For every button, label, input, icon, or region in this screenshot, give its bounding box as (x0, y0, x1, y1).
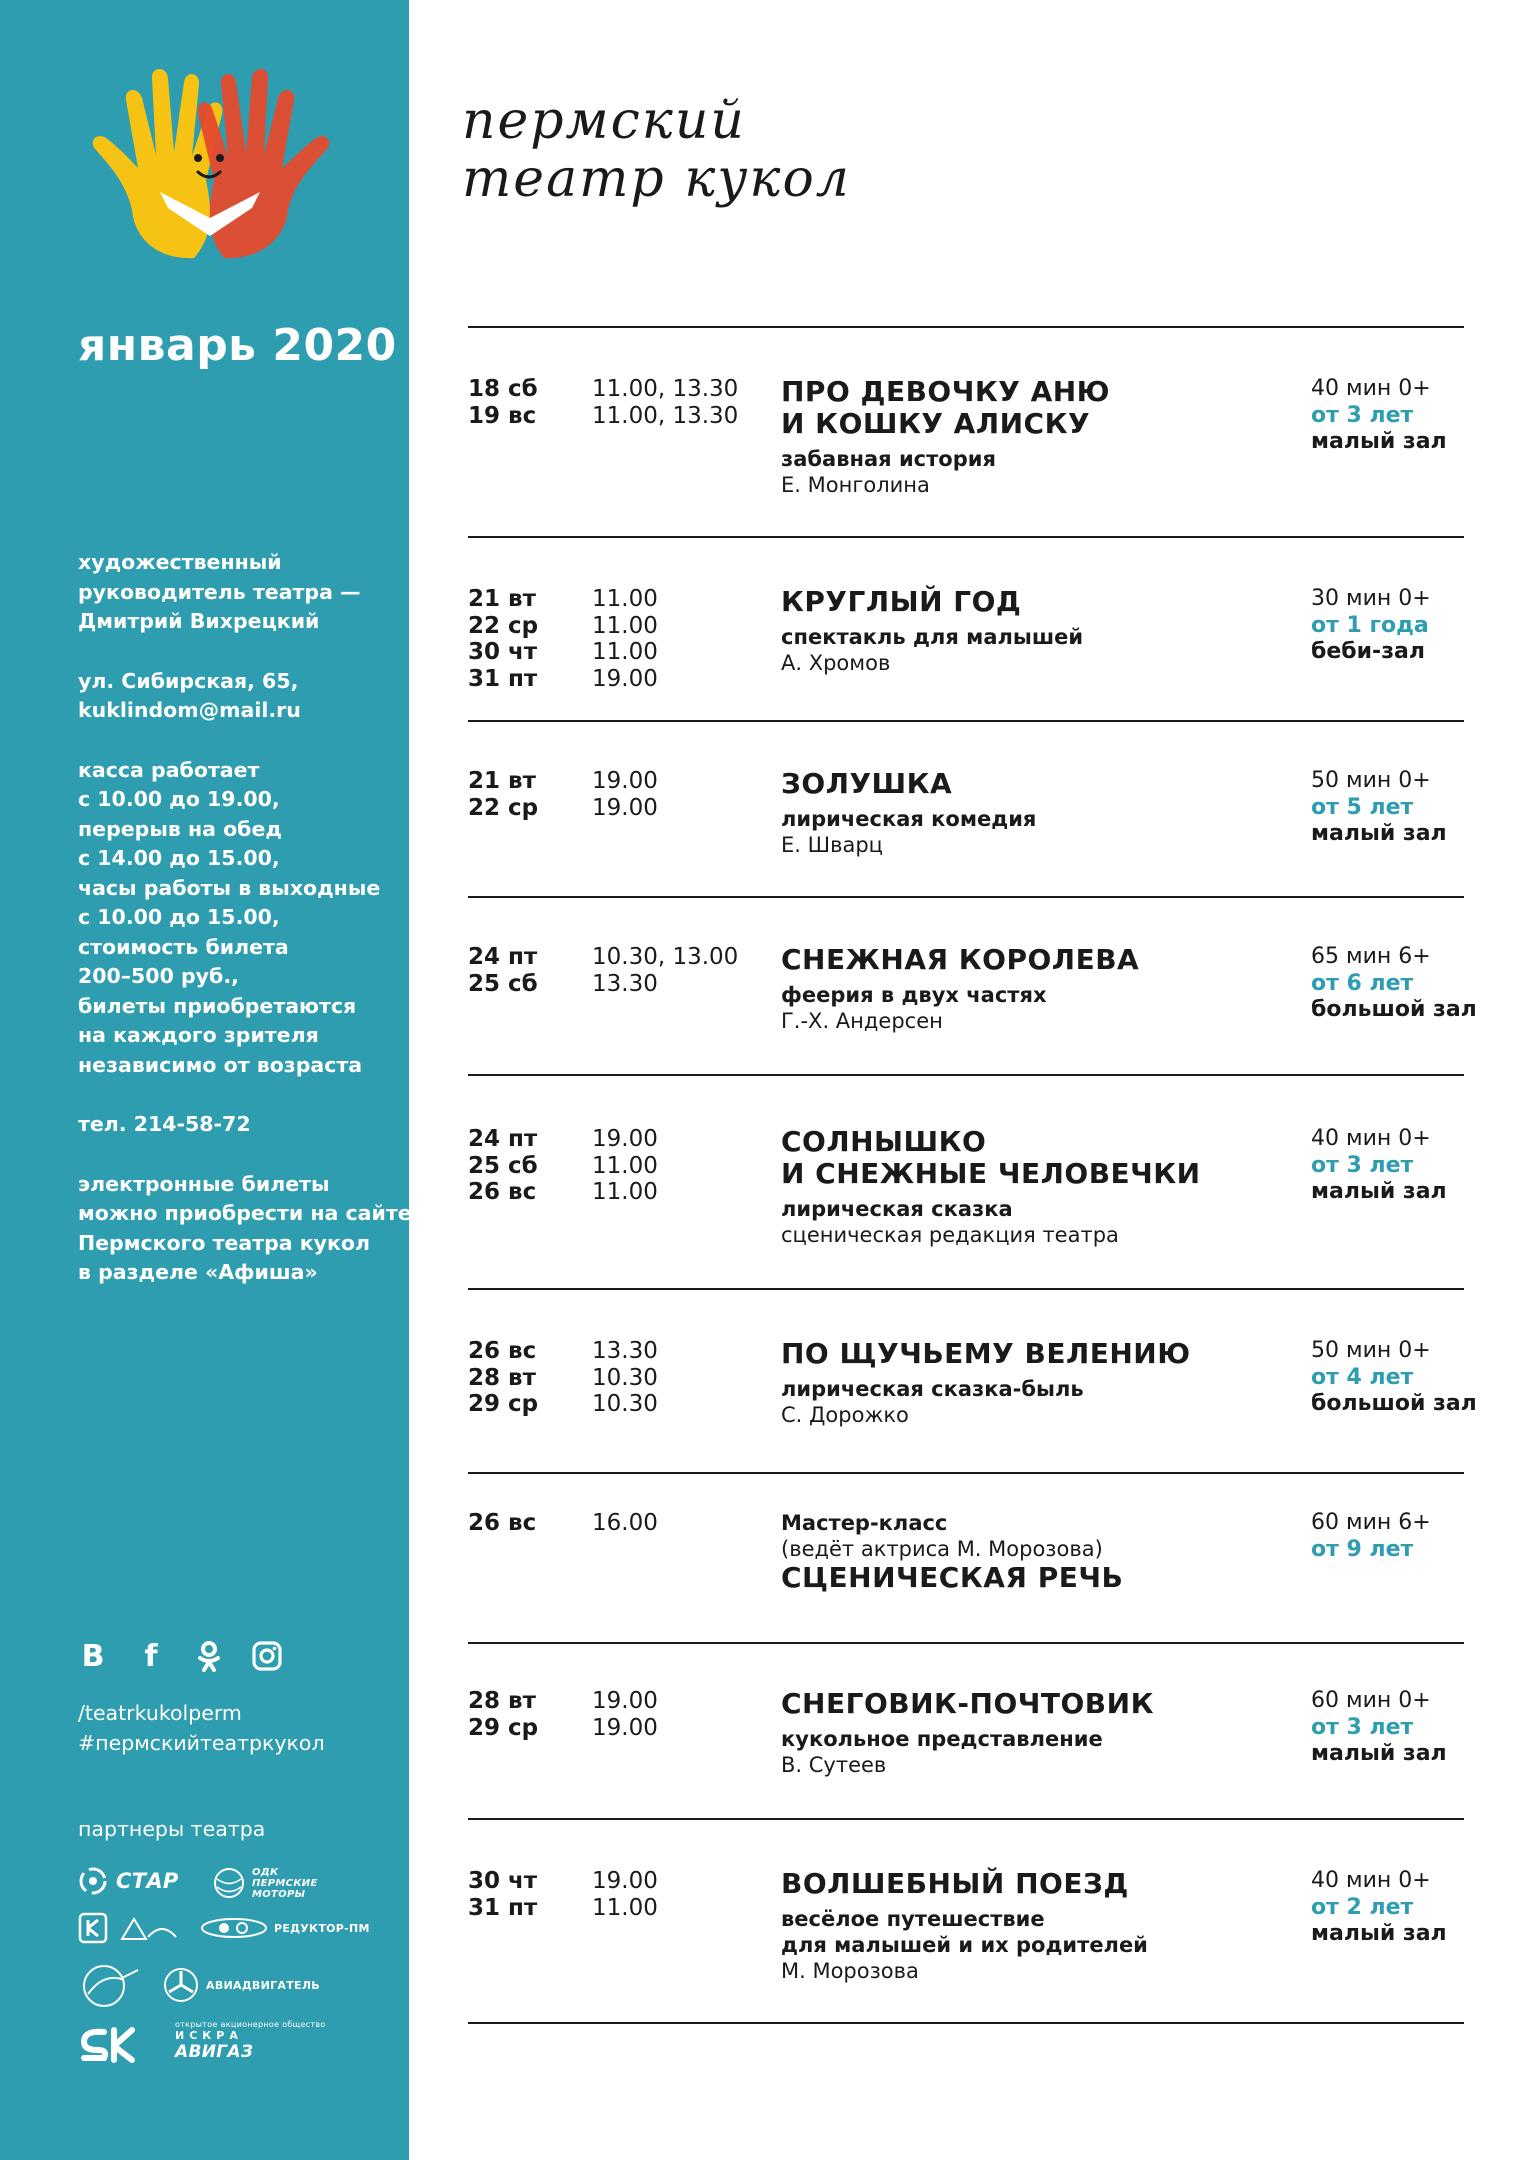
divider-line (468, 1288, 1464, 1290)
event-time: 13.30 (592, 1338, 658, 1364)
event-hall: малый зал (1311, 429, 1447, 454)
info-line: независимо от возраста (78, 1052, 363, 1077)
partner-k-logo (78, 1912, 108, 1944)
event-info (781, 944, 1301, 1034)
info-line: Пермского театра кукол (78, 1230, 371, 1255)
event-dates (468, 586, 588, 692)
social-handle[interactable]: /teatrkukolperm (78, 1701, 242, 1725)
event-time: 19.00 (592, 1714, 658, 1741)
event-time: 19.00 (592, 768, 658, 794)
event-date: 29 ср (468, 1714, 539, 1741)
social-hashtag: #пермскийтеатркукол (78, 1731, 325, 1755)
event-age: от 4 лет (1311, 1364, 1414, 1390)
theatre-title-line1: пермский (462, 91, 746, 151)
event-author: С. Дорожко (781, 1403, 909, 1427)
event-author: А. Хромов (781, 651, 891, 675)
facebook-icon[interactable]: f (144, 1638, 158, 1674)
event-host: (ведёт актриса М. Морозова) (781, 1537, 1103, 1561)
event-date: 30 чт (468, 639, 538, 665)
event-author: сценическая редакция театра (781, 1223, 1119, 1247)
event-author: Г.-Х. Андерсен (781, 1009, 943, 1033)
event-duration: 60 мин 0+ (1311, 1688, 1431, 1713)
event-times (592, 1126, 772, 1206)
event-hall: малый зал (1311, 821, 1447, 846)
event-age: от 3 лет (1311, 1152, 1414, 1178)
info-line: электронные билеты (78, 1171, 330, 1196)
info-block (78, 756, 398, 1081)
info-line: в разделе «Афиша» (78, 1260, 318, 1284)
event-dates (468, 1338, 588, 1418)
event-duration: 40 мин 0+ (1311, 1126, 1431, 1151)
partner-aviadvigatel-label: АВИАДВИГАТЕЛЬ (206, 1978, 320, 1992)
event-times (592, 1868, 772, 1921)
event-time: 13.30 (592, 970, 658, 997)
sk-emblem-icon (78, 2024, 138, 2066)
info-line: ул. Сибирская, 65, (78, 668, 299, 693)
divider-line (468, 1074, 1464, 1076)
event-genre: весёлое путешествие (781, 1907, 1045, 1931)
event-times (592, 1688, 772, 1741)
event-title[interactable]: ПО ЩУЧЬЕМУ ВЕЛЕНИЮ (781, 1337, 1191, 1370)
event-genre: феерия в двух частях (781, 983, 1047, 1007)
info-line: kuklindom@mail.ru (78, 698, 301, 722)
month-heading: январь 2020 (78, 320, 397, 371)
event-genre: спектакль для малышей (781, 625, 1084, 649)
event-times (592, 1510, 772, 1537)
partner-iskra-label: ИСКРА (175, 2029, 243, 2042)
event-date: 28 вт (468, 1688, 536, 1714)
event-date: 31 пт (468, 1894, 538, 1921)
divider-line (468, 720, 1464, 722)
event-dates (468, 1510, 588, 1537)
event-time: 11.00 (592, 612, 658, 639)
event-genre: для малышей и их родителей (781, 1933, 1148, 1957)
info-line: с 10.00 до 19.00, (78, 787, 280, 811)
event-meta (1311, 1868, 1528, 1948)
event-time: 11.00 (592, 1152, 658, 1179)
event-meta (1311, 1338, 1528, 1418)
reduktor-gear-icon (200, 1916, 268, 1940)
partner-aviadvigatel-logo (162, 1966, 320, 2004)
event-meta (1311, 1688, 1528, 1768)
event-date: 26 вс (468, 1510, 537, 1536)
event-date: 24 пт (468, 1126, 538, 1152)
event-info (781, 1338, 1301, 1428)
social-links (78, 1640, 282, 1672)
event-genre: кукольное представление (781, 1727, 1103, 1751)
info-line: руководитель театра — (78, 579, 361, 604)
partners-title: партнеры театра (78, 1817, 266, 1841)
event-time: 16.00 (592, 1510, 658, 1536)
event-dates (468, 376, 588, 429)
event-date: 28 вт (468, 1364, 536, 1391)
theatre-title (462, 92, 851, 208)
event-date: 19 вс (468, 402, 537, 429)
event-genre: лирическая сказка-быль (781, 1377, 1084, 1401)
info-line: с 10.00 до 15.00, (78, 905, 280, 929)
event-times (592, 586, 772, 692)
event-time: 11.00 (592, 639, 658, 665)
event-duration: 65 мин 6+ (1311, 944, 1431, 969)
partner-avigaz-logo (175, 2020, 326, 2062)
event-author: Е. Монголина (781, 473, 930, 497)
event-info (781, 376, 1301, 498)
event-duration: 60 мин 6+ (1311, 1510, 1431, 1535)
event-title[interactable]: СНЕЖНАЯ КОРОЛЕВА (781, 943, 1140, 976)
event-author: М. Морозова (781, 1959, 919, 1983)
event-date: 24 пт (468, 944, 538, 970)
event-time: 11.00 (592, 586, 658, 612)
event-info (781, 1126, 1301, 1248)
event-meta (1311, 1510, 1528, 1563)
info-line: билеты приобретаются (78, 993, 357, 1018)
event-time: 19.00 (592, 794, 658, 821)
event-age: от 3 лет (1311, 1714, 1414, 1740)
event-date: 22 ср (468, 794, 539, 821)
partner-odk-logo (212, 1866, 342, 1900)
event-title[interactable]: КРУГЛЫЙ ГОД (781, 585, 1022, 618)
event-age: от 2 лет (1311, 1894, 1414, 1920)
event-genre: лирическая сказка (781, 1197, 1013, 1221)
event-date: 26 вс (468, 1179, 537, 1205)
event-hall: большой зал (1311, 1391, 1477, 1416)
info-line: 200–500 руб., (78, 964, 239, 988)
divider-line (468, 1818, 1464, 1820)
hands-logo-icon (74, 60, 344, 265)
event-dates (468, 1868, 588, 1921)
partner-reduktor-label: РЕДУКТОР-ПМ (274, 1921, 370, 1935)
event-meta (1311, 944, 1528, 1024)
event-genre: забавная история (781, 447, 996, 471)
event-time: 11.00 (592, 1894, 658, 1921)
event-genre: лирическая комедия (781, 807, 1037, 831)
event-date: 18 сб (468, 376, 538, 402)
nika-emblem-icon (118, 1915, 178, 1943)
partner-nika-logo (118, 1915, 178, 1943)
event-title[interactable]: ПРО ДЕВОЧКУ АНЮ (781, 375, 1111, 408)
event-author: Е. Шварц (781, 833, 883, 857)
partner-iskra-caption: открытое акционерное общество (175, 2020, 326, 2029)
event-date: 25 сб (468, 970, 538, 997)
event-info (781, 1510, 1301, 1594)
k-badge-icon (78, 1912, 108, 1944)
info-line: касса работает (78, 757, 260, 782)
event-title[interactable]: И СНЕЖНЫЕ ЧЕЛОВЕЧКИ (781, 1157, 1201, 1190)
info-line: тел. 214-58-72 (78, 1112, 251, 1136)
event-time: 19.00 (592, 1688, 658, 1714)
event-age: от 9 лет (1311, 1536, 1414, 1562)
event-hall: малый зал (1311, 1921, 1447, 1946)
theatre-info (78, 548, 412, 1318)
info-line: часы работы в выходные (78, 875, 381, 900)
event-dates (468, 1688, 588, 1741)
event-time: 19.00 (592, 1126, 658, 1152)
event-time: 10.30 (592, 1391, 658, 1417)
event-age: от 1 года (1311, 612, 1429, 638)
info-block (78, 1110, 398, 1140)
event-info (781, 1868, 1301, 1984)
event-title[interactable]: СОЛНЫШКО (781, 1125, 987, 1158)
event-time: 11.00, 13.30 (592, 376, 739, 402)
vk-icon[interactable]: B (81, 1638, 105, 1674)
event-hall: малый зал (1311, 1741, 1447, 1766)
divider-line (468, 1642, 1464, 1644)
event-dates (468, 1126, 588, 1206)
partner-star-logo (78, 1866, 179, 1896)
event-time: 11.00 (592, 1179, 658, 1205)
event-info (781, 1688, 1301, 1778)
instagram-icon[interactable] (252, 1640, 282, 1672)
event-title[interactable]: СЦЕНИЧЕСКАЯ РЕЧЬ (781, 1561, 1124, 1594)
info-line: художественный (78, 550, 282, 574)
event-pretitle: Мастер-класс (781, 1511, 948, 1535)
event-date: 21 вт (468, 586, 536, 612)
odnoklassniki-icon[interactable] (194, 1640, 224, 1672)
event-meta (1311, 376, 1528, 456)
event-meta (1311, 586, 1528, 666)
odk-globe-icon (212, 1866, 246, 1900)
info-line: стоимость билета (78, 934, 289, 959)
event-age: от 3 лет (1311, 402, 1414, 428)
event-time: 10.30 (592, 1364, 658, 1391)
event-times (592, 944, 772, 997)
event-date: 29 ср (468, 1391, 539, 1417)
event-times (592, 376, 772, 429)
event-time: 19.00 (592, 665, 658, 692)
engine-emblem-icon (78, 1960, 142, 2014)
event-hall: беби-зал (1311, 639, 1425, 664)
divider-line (468, 896, 1464, 898)
event-dates (468, 944, 588, 997)
event-author: В. Сутеев (781, 1753, 887, 1777)
info-line: можно приобрести на сайте (78, 1201, 412, 1225)
event-title[interactable]: СНЕГОВИК-ПОЧТОВИК (781, 1687, 1154, 1720)
event-date: 31 пт (468, 665, 538, 692)
theatre-title-line2: театр кукол (462, 149, 851, 209)
info-block (78, 548, 398, 637)
event-info (781, 768, 1301, 858)
partner-sk-logo (78, 2024, 138, 2066)
divider-line (468, 326, 1464, 328)
sidebar (0, 0, 412, 2160)
info-block (78, 667, 398, 726)
event-date: 30 чт (468, 1868, 538, 1894)
partner-emblem-logo (78, 1960, 142, 2014)
event-duration: 50 мин 0+ (1311, 768, 1431, 793)
divider-line (468, 1472, 1464, 1474)
event-info (781, 586, 1301, 676)
event-hall: малый зал (1311, 1179, 1447, 1204)
info-line: с 14.00 до 15.00, (78, 846, 280, 870)
divider-line (468, 2022, 1464, 2024)
event-title[interactable]: И КОШКУ АЛИСКУ (781, 407, 1091, 440)
event-age: от 5 лет (1311, 794, 1414, 820)
event-time: 10.30, 13.00 (592, 944, 739, 970)
event-date: 26 вс (468, 1338, 537, 1364)
event-dates (468, 768, 588, 821)
aviadvigatel-turbine-icon (162, 1966, 200, 2004)
star-swirl-icon (78, 1866, 110, 1896)
event-title[interactable]: ЗОЛУШКА (781, 767, 953, 800)
event-times (592, 768, 772, 821)
event-date: 25 сб (468, 1152, 538, 1179)
partner-reduktor-logo (200, 1916, 370, 1940)
event-hall: большой зал (1311, 997, 1477, 1022)
event-duration: 40 мин 0+ (1311, 1868, 1431, 1893)
event-date: 22 ср (468, 612, 539, 639)
event-duration: 40 мин 0+ (1311, 376, 1431, 401)
event-times (592, 1338, 772, 1418)
divider-line (468, 536, 1464, 538)
event-meta (1311, 1126, 1528, 1206)
info-line: перерыв на обед (78, 816, 282, 841)
info-block (78, 1170, 412, 1288)
event-time: 11.00, 13.30 (592, 402, 739, 429)
event-duration: 50 мин 0+ (1311, 1338, 1431, 1363)
event-meta (1311, 768, 1528, 848)
partner-avigaz-label: АВИГАЗ (175, 2042, 254, 2062)
event-age: от 6 лет (1311, 970, 1414, 996)
info-line: Дмитрий Вихрецкий (78, 609, 320, 633)
event-time: 19.00 (592, 1868, 658, 1894)
partner-star-label: СТАР (116, 1869, 179, 1893)
info-line: на каждого зрителя (78, 1023, 319, 1047)
event-title[interactable]: ВОЛШЕБНЫЙ ПОЕЗД (781, 1867, 1129, 1900)
event-date: 21 вт (468, 768, 536, 794)
event-duration: 30 мин 0+ (1311, 586, 1431, 611)
partner-odk-label: ОДК ПЕРМСКИЕ МОТОРЫ (252, 1866, 318, 1900)
